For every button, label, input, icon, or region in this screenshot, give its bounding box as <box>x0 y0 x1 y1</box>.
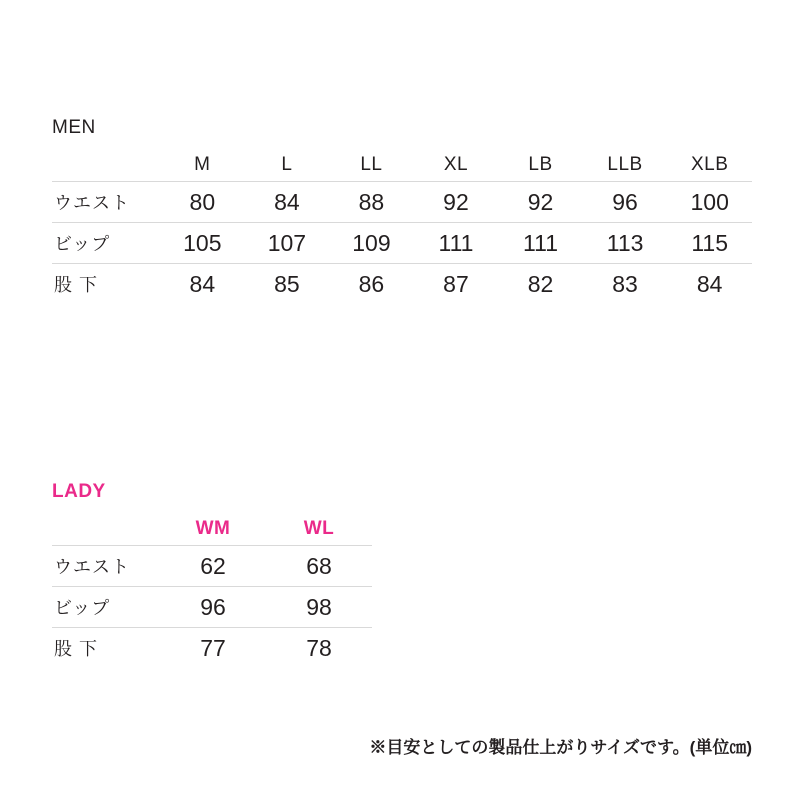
men-row-label-waist: ウエスト <box>52 182 160 223</box>
men-inseam-xlb: 84 <box>667 264 752 305</box>
men-size-header-m: M <box>194 154 211 175</box>
men-size-header-llb: LLB <box>607 154 643 175</box>
men-hip-m: 105 <box>160 223 245 264</box>
table-row <box>52 546 372 587</box>
men-row-label-inseam: 股 下 <box>52 264 160 305</box>
table-row <box>52 182 752 223</box>
men-size-table <box>52 149 752 304</box>
lady-inseam-wm: 77 <box>160 628 266 669</box>
men-waist-xlb: 100 <box>667 182 752 223</box>
men-inseam-l: 85 <box>245 264 330 305</box>
lady-header-row <box>52 513 372 546</box>
lady-size-table <box>52 513 372 668</box>
lady-row-label-inseam: 股 下 <box>52 628 160 669</box>
men-inseam-xl: 87 <box>414 264 499 305</box>
men-row-label-hip: ビップ <box>52 223 160 264</box>
men-hip-xlb: 115 <box>667 223 752 264</box>
men-waist-m: 80 <box>160 182 245 223</box>
men-header-row <box>52 149 752 182</box>
men-waist-lb: 92 <box>498 182 583 223</box>
lady-waist-wl: 68 <box>266 546 372 587</box>
table-row <box>52 264 752 305</box>
lady-size-header-wm: WM <box>195 518 231 539</box>
lady-inseam-wl: 78 <box>266 628 372 669</box>
table-row <box>52 628 372 669</box>
men-section-title: MEN <box>52 117 96 138</box>
men-hip-xl: 111 <box>414 223 499 264</box>
men-hip-l: 107 <box>245 223 330 264</box>
men-inseam-llb: 83 <box>583 264 668 305</box>
lady-row-label-hip: ビップ <box>52 587 160 628</box>
men-waist-llb: 96 <box>583 182 668 223</box>
men-size-header-lb: LB <box>528 154 553 175</box>
lady-hip-wm: 96 <box>160 587 266 628</box>
men-hip-llb: 113 <box>583 223 668 264</box>
men-size-header-xl: XL <box>443 154 469 175</box>
lady-hip-wl: 98 <box>266 587 372 628</box>
men-inseam-lb: 82 <box>498 264 583 305</box>
table-row <box>52 587 372 628</box>
men-waist-l: 84 <box>245 182 330 223</box>
men-size-header-ll: LL <box>360 154 383 175</box>
lady-section-title: LADY <box>52 481 106 502</box>
lady-size-table-block <box>52 482 372 668</box>
men-waist-ll: 88 <box>329 182 414 223</box>
lady-header-corner <box>52 513 160 546</box>
men-hip-lb: 111 <box>498 223 583 264</box>
men-header-corner <box>52 149 160 182</box>
men-size-header-xlb: XLB <box>690 154 729 175</box>
table-row <box>52 223 752 264</box>
lady-row-label-waist: ウエスト <box>52 546 160 587</box>
lady-waist-wm: 62 <box>160 546 266 587</box>
men-waist-xl: 92 <box>414 182 499 223</box>
men-size-table-block <box>52 118 752 304</box>
men-size-header-l: L <box>281 154 293 175</box>
men-hip-ll: 109 <box>329 223 414 264</box>
lady-size-header-wl: WL <box>303 518 335 539</box>
men-inseam-ll: 86 <box>329 264 414 305</box>
footnote-text: ※目安としての製品仕上がりサイズです。(単位㎝) <box>369 738 752 757</box>
men-inseam-m: 84 <box>160 264 245 305</box>
